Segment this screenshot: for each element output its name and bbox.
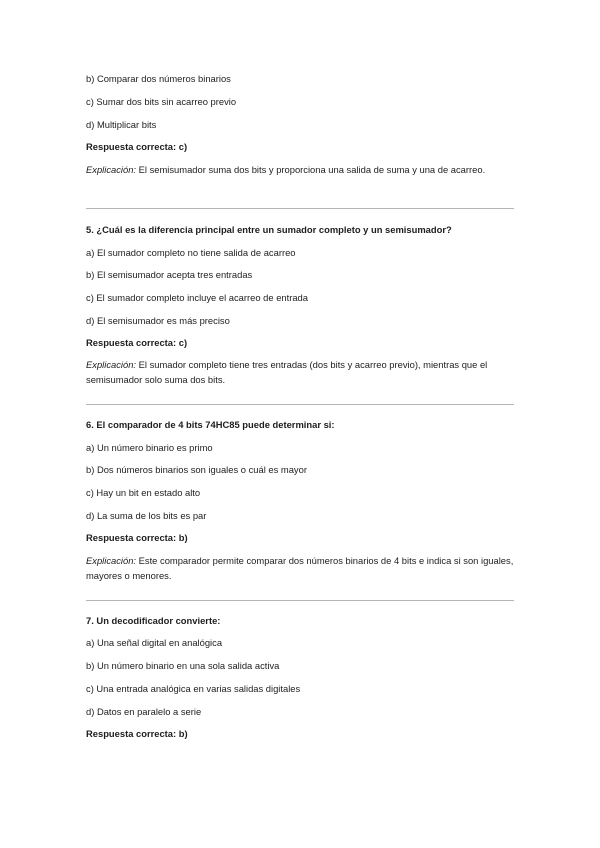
q6-option-a: a) Un número binario es primo (86, 442, 213, 453)
q6-option-d: d) La suma de los bits es par (86, 510, 207, 521)
q6-option-b: b) Dos números binarios son iguales o cuál es mayor (86, 464, 307, 475)
q5-option-b: b) El semisumador acepta tres entradas (86, 269, 253, 280)
q7-option-d: d) Datos en paralelo a serie (86, 706, 202, 717)
section-divider (86, 600, 514, 601)
q5-answer: Respuesta correcta: c) (86, 337, 188, 348)
q6-answer: Respuesta correcta: b) (86, 532, 188, 543)
q6-explanation (86, 554, 514, 583)
q4-answer: Respuesta correcta: c) (86, 141, 188, 152)
q5-option-c: c) El sumador completo incluye el acarreo de entrada (86, 292, 308, 303)
q5-option-d: d) El semisumador es más preciso (86, 315, 230, 326)
q5-question: 5. ¿Cuál es la diferencia principal entre un sumador completo y un semisumador? (86, 224, 452, 235)
q7-option-c: c) Una entrada analógica en varias salidas digitales (86, 683, 301, 694)
q6-explanation-text: Este comparador permite comparar dos números binarios de 4 bits e indica si son iguales, mayores o menores. (86, 555, 514, 581)
q5-explanation-text: El sumador completo tiene tres entradas (dos bits y acarreo previo), mientras que el semisumador solo suma dos bits. (86, 359, 488, 385)
q7-option-a: a) Una señal digital en analógica (86, 637, 223, 648)
q7-question: 7. Un decodificador convierte: (86, 615, 221, 626)
q5-explanation (86, 358, 514, 387)
section-divider (86, 208, 514, 209)
q4-explanation (86, 163, 514, 178)
q6-question: 6. El comparador de 4 bits 74HC85 puede determinar si: (86, 419, 335, 430)
q5-explanation-label: Explicación: (86, 359, 137, 370)
q4-option-b: b) Comparar dos números binarios (86, 73, 231, 84)
section-divider (86, 404, 514, 405)
q7-option-b: b) Un número binario en una sola salida activa (86, 660, 280, 671)
q6-option-c: c) Hay un bit en estado alto (86, 487, 201, 498)
q4-option-c: c) Sumar dos bits sin acarreo previo (86, 96, 237, 107)
q6-explanation-label: Explicación: (86, 555, 137, 566)
q4-explanation-text: El semisumador suma dos bits y proporciona una salida de suma y una de acarreo. (138, 164, 486, 175)
q7-answer: Respuesta correcta: b) (86, 728, 188, 739)
q4-explanation-label: Explicación: (86, 164, 137, 175)
q4-option-d: d) Multiplicar bits (86, 119, 157, 130)
q5-option-a: a) El sumador completo no tiene salida de acarreo (86, 247, 296, 258)
